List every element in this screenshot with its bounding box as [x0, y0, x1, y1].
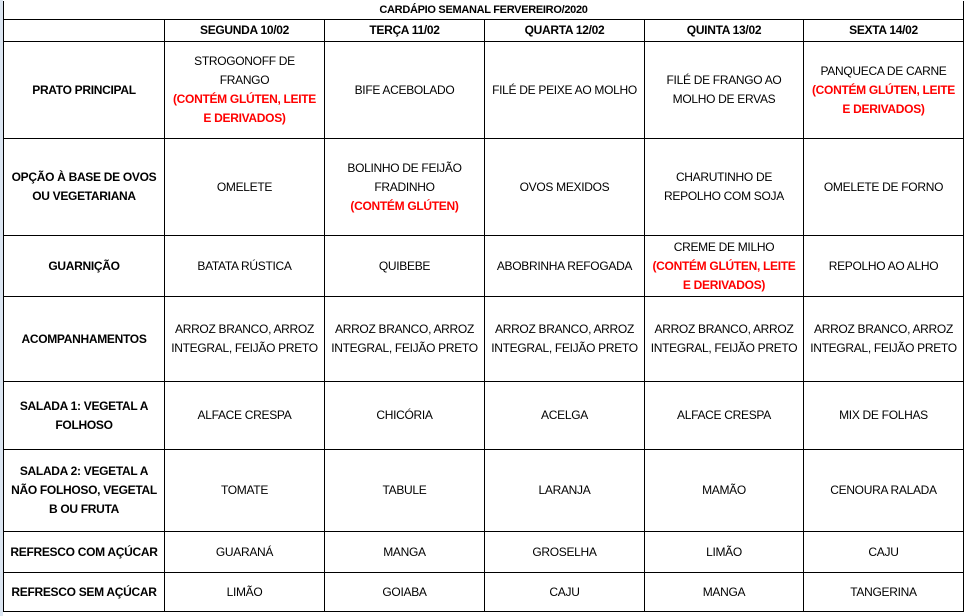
- menu-cell[interactable]: [325, 139, 485, 236]
- menu-cell[interactable]: [165, 236, 325, 297]
- dish-text: LIMÃO: [226, 584, 263, 599]
- dish-text: ALFACE CRESPA: [197, 408, 292, 422]
- menu-cell[interactable]: [485, 382, 645, 450]
- menu-cell[interactable]: [645, 236, 804, 297]
- day-header: SEGUNDA 10/02: [165, 20, 325, 42]
- dish-text: TANGERINA: [850, 584, 917, 599]
- menu-cell[interactable]: [645, 139, 804, 236]
- dish-text: MIX DE FOLHAS: [839, 408, 928, 422]
- menu-row: [4, 236, 964, 297]
- menu-cell[interactable]: [325, 42, 485, 139]
- dish-text: STROGONOFF DE FRANGO: [194, 54, 295, 87]
- dish-text: ARROZ BRANCO, ARROZ INTEGRAL, FEIJÃO PRETO: [331, 322, 478, 355]
- menu-cell[interactable]: [804, 573, 964, 612]
- menu-row: [4, 297, 964, 382]
- menu-cell[interactable]: [485, 450, 645, 532]
- menu-cell[interactable]: [325, 236, 485, 297]
- menu-cell[interactable]: [325, 297, 485, 382]
- dish-text: PANQUECA DE CARNE: [820, 63, 947, 78]
- dish-text: BATATA RÚSTICA: [197, 258, 292, 273]
- menu-cell[interactable]: [804, 236, 964, 297]
- menu-cell[interactable]: [165, 139, 325, 236]
- menu-cell[interactable]: [165, 382, 325, 450]
- day-header: QUARTA 12/02: [485, 20, 645, 42]
- dish-text: CHARUTINHO DE REPOLHO COM SOJA: [664, 170, 784, 203]
- menu-title: CARDÁPIO SEMANAL FERVEREIRO/2020: [4, 1, 964, 20]
- row-label: GUARNIÇÃO: [4, 236, 165, 297]
- menu-cell[interactable]: [485, 139, 645, 236]
- menu-row: [4, 532, 964, 573]
- dish-text: GUARANÁ: [215, 544, 274, 559]
- menu-cell[interactable]: [165, 532, 325, 573]
- dish-text: BOLINHO DE FEIJÃO FRADINHO: [347, 160, 462, 194]
- dish-text: LIMÃO: [706, 544, 742, 559]
- dish-text: OVOS MEXIDOS: [519, 179, 610, 194]
- menu-cell[interactable]: [165, 450, 325, 532]
- dish-text: ARROZ BRANCO, ARROZ INTEGRAL, FEIJÃO PRETO: [810, 322, 957, 355]
- dish-text: CENOURA RALADA: [830, 483, 937, 497]
- menu-cell[interactable]: [804, 532, 964, 573]
- menu-row: [4, 382, 964, 450]
- dish-text: MAMÃO: [702, 483, 746, 497]
- row-label: SALADA 1: VEGETAL A FOLHOSO: [4, 382, 165, 450]
- menu-row: [4, 42, 964, 139]
- dish-text: MANGA: [383, 544, 426, 559]
- dish-text: CHICÓRIA: [376, 408, 433, 422]
- allergen-note: (CONTÉM GLÚTEN, LEITE E DERIVADOS): [172, 92, 317, 125]
- menu-row: [4, 450, 964, 532]
- day-header: QUINTA 13/02: [645, 20, 804, 42]
- menu-cell[interactable]: [485, 573, 645, 612]
- menu-cell[interactable]: [645, 450, 804, 532]
- dish-text: GROSELHA: [532, 544, 597, 559]
- dish-text: CREME DE MILHO: [673, 239, 775, 254]
- dish-text: TOMATE: [220, 483, 269, 497]
- menu-cell[interactable]: [645, 382, 804, 450]
- dish-text: ARROZ BRANCO, ARROZ INTEGRAL, FEIJÃO PRETO: [171, 322, 318, 355]
- allergen-note: (CONTÉM GLÚTEN, LEITE E DERIVADOS): [811, 82, 956, 116]
- allergen-note: (CONTÉM GLÚTEN, LEITE E DERIVADOS): [652, 258, 796, 292]
- menu-cell[interactable]: [485, 236, 645, 297]
- menu-cell[interactable]: [645, 42, 804, 139]
- row-label: PRATO PRINCIPAL: [4, 42, 165, 139]
- menu-cell[interactable]: [804, 450, 964, 532]
- menu-cell[interactable]: [325, 573, 485, 612]
- dish-text: LARANJA: [538, 483, 591, 497]
- menu-cell[interactable]: [804, 42, 964, 139]
- menu-cell[interactable]: [325, 450, 485, 532]
- dish-text: ARROZ BRANCO, ARROZ INTEGRAL, FEIJÃO PRETO: [650, 322, 798, 355]
- weekly-menu-table: [3, 1, 964, 612]
- menu-cell[interactable]: [165, 573, 325, 612]
- dish-text: ACELGA: [541, 408, 588, 422]
- menu-cell[interactable]: [485, 42, 645, 139]
- dish-text: CAJU: [549, 584, 580, 599]
- dish-text: OMELETE: [216, 179, 273, 194]
- dish-text: FILÉ DE PEIXE AO MOLHO: [492, 82, 637, 97]
- menu-cell[interactable]: [645, 532, 804, 573]
- menu-cell[interactable]: [325, 532, 485, 573]
- menu-cell[interactable]: [485, 297, 645, 382]
- corner-cell: [4, 20, 165, 42]
- row-label: SALADA 2: VEGETAL A NÃO FOLHOSO, VEGETAL B OU FRUTA: [4, 450, 165, 532]
- allergen-note: (CONTÉM GLÚTEN): [350, 198, 459, 213]
- dish-text: ARROZ BRANCO, ARROZ INTEGRAL, FEIJÃO PRETO: [491, 322, 638, 355]
- dish-text: ABOBRINHA REFOGADA: [496, 258, 633, 273]
- dish-text: QUIBEBE: [378, 258, 431, 273]
- row-label: OPÇÃO À BASE DE OVOS OU VEGETARIANA: [4, 139, 165, 236]
- day-header: TERÇA 11/02: [325, 20, 485, 42]
- menu-cell[interactable]: [165, 297, 325, 382]
- menu-cell[interactable]: [485, 532, 645, 573]
- menu-cell[interactable]: [165, 42, 325, 139]
- row-label: REFRESCO COM AÇÚCAR: [4, 532, 165, 573]
- menu-cell[interactable]: [804, 382, 964, 450]
- menu-row: [4, 139, 964, 236]
- dish-text: FILÉ DE FRANGO AO MOLHO DE ERVAS: [666, 73, 782, 106]
- dish-text: OMELETE DE FORNO: [823, 179, 944, 194]
- row-label: ACOMPANHAMENTOS: [4, 297, 165, 382]
- dish-text: BIFE ACEBOLADO: [354, 82, 455, 97]
- dish-text: REPOLHO AO ALHO: [828, 258, 939, 273]
- menu-cell[interactable]: [645, 297, 804, 382]
- dish-text: ALFACE CRESPA: [677, 408, 771, 422]
- dish-text: TABULE: [382, 483, 427, 497]
- menu-cell[interactable]: [325, 382, 485, 450]
- row-label: REFRESCO SEM AÇÚCAR: [4, 573, 165, 612]
- menu-cell[interactable]: [645, 573, 804, 612]
- dish-text: MANGA: [702, 584, 746, 599]
- menu-cell[interactable]: [804, 139, 964, 236]
- menu-row: [4, 573, 964, 612]
- dish-text: CAJU: [868, 544, 899, 559]
- dish-text: GOIABA: [382, 584, 427, 599]
- menu-cell[interactable]: [804, 297, 964, 382]
- day-header: SEXTA 14/02: [804, 20, 964, 42]
